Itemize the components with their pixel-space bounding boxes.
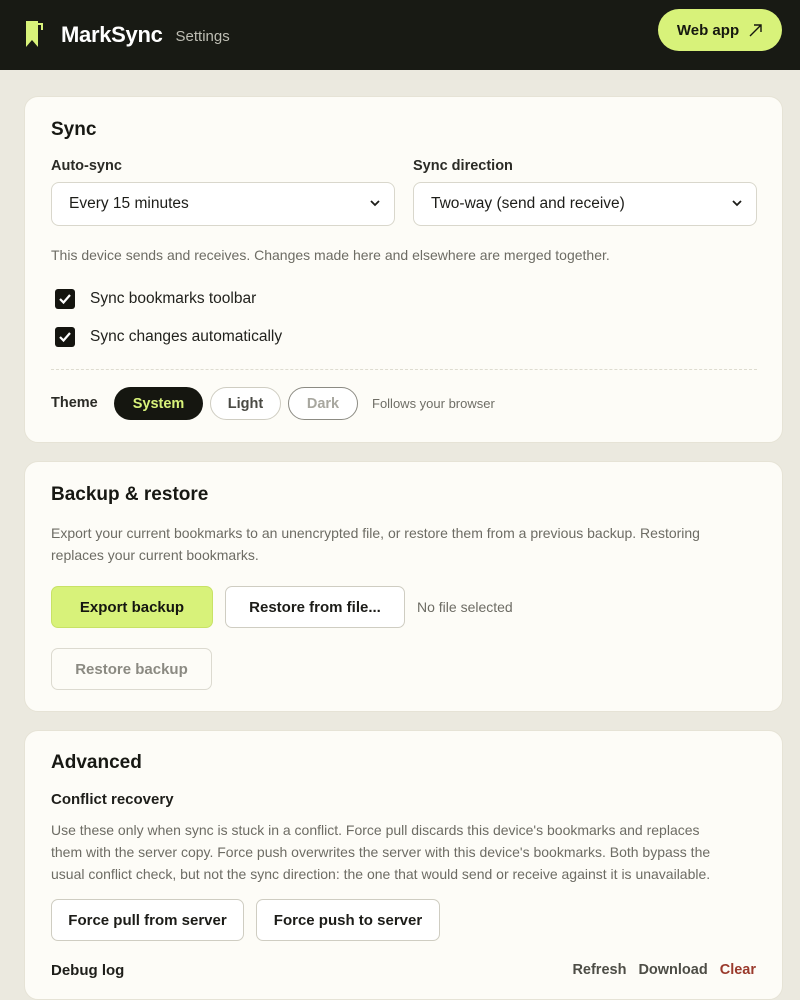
conflict-description-line-2: them with the server copy. Force push overwrites the server with this device's bookmarks. Both bypass the: [51, 844, 711, 860]
force-pull-button[interactable]: Force pull from server: [51, 899, 244, 941]
checkbox-sync-auto[interactable]: [55, 327, 282, 347]
conflict-description-line-1: Use these only when sync is stuck in a conflict. Force pull discards this device's bookmarks and replaces: [51, 822, 700, 838]
chevron-down-icon: [368, 196, 382, 210]
theme-option-dark[interactable]: Dark: [288, 387, 358, 420]
sync-direction-select[interactable]: [413, 182, 757, 226]
restore-from-file-button[interactable]: Restore from file...: [225, 586, 405, 628]
sync-card: [24, 96, 783, 443]
debug-log-title: Debug log: [51, 962, 125, 979]
backup-title: Backup & restore: [51, 484, 209, 505]
theme-option-light[interactable]: Light: [210, 387, 281, 420]
sync-title: Sync: [51, 119, 97, 140]
auto-sync-label: Auto-sync: [51, 158, 122, 174]
restore-backup-button[interactable]: Restore backup: [51, 648, 212, 690]
advanced-title: Advanced: [51, 752, 142, 773]
top-bar: [0, 0, 800, 70]
checkbox-sync-toolbar[interactable]: [55, 289, 256, 309]
export-backup-button[interactable]: Export backup: [51, 586, 213, 628]
backup-description-line-1: Export your current bookmarks to an unencrypted file, or restore them from a previous backup. Restoring: [51, 525, 700, 541]
download-link[interactable]: Download: [638, 962, 708, 978]
file-status: No file selected: [417, 599, 513, 615]
app-name: MarkSync: [61, 22, 163, 47]
checkbox[interactable]: [55, 289, 75, 309]
chevron-down-icon: [730, 196, 744, 210]
force-push-button[interactable]: Force push to server: [256, 899, 440, 941]
advanced-card: [24, 730, 783, 1000]
backup-description-line-2: replaces your current bookmarks.: [51, 547, 259, 563]
check-icon: [58, 330, 72, 344]
checkbox-label: Sync changes automatically: [90, 328, 283, 345]
web-app-label: Web app: [676, 21, 740, 39]
page-name: Settings: [175, 28, 230, 45]
sync-direction-label: Sync direction: [413, 158, 513, 174]
checkbox-label: Sync bookmarks toolbar: [90, 290, 257, 307]
arrow-up-right-icon: [748, 23, 763, 38]
conflict-description-line-3: usual conflict check, but not the sync direction: the one that would send or receive against it is unavailable.: [51, 866, 711, 882]
bookmark-icon: [24, 20, 44, 50]
debug-log-actions: [572, 962, 756, 978]
backup-card: [24, 461, 783, 712]
divider: [51, 369, 757, 370]
auto-sync-select[interactable]: [51, 182, 395, 226]
sync-direction-value: Two-way (send and receive): [431, 195, 625, 212]
sync-description: This device sends and receives. Changes made here and elsewhere are merged together.: [51, 247, 610, 263]
refresh-link[interactable]: Refresh: [572, 962, 627, 978]
checkbox[interactable]: [55, 327, 75, 347]
check-icon: [58, 292, 72, 306]
theme-note: Follows your browser: [372, 396, 495, 411]
conflict-recovery-title: Conflict recovery: [51, 791, 174, 808]
web-app-button[interactable]: [658, 9, 782, 51]
theme-option-system[interactable]: System: [114, 387, 203, 420]
auto-sync-value: Every 15 minutes: [69, 195, 189, 212]
theme-label: Theme: [51, 395, 98, 411]
clear-link[interactable]: Clear: [719, 962, 756, 978]
